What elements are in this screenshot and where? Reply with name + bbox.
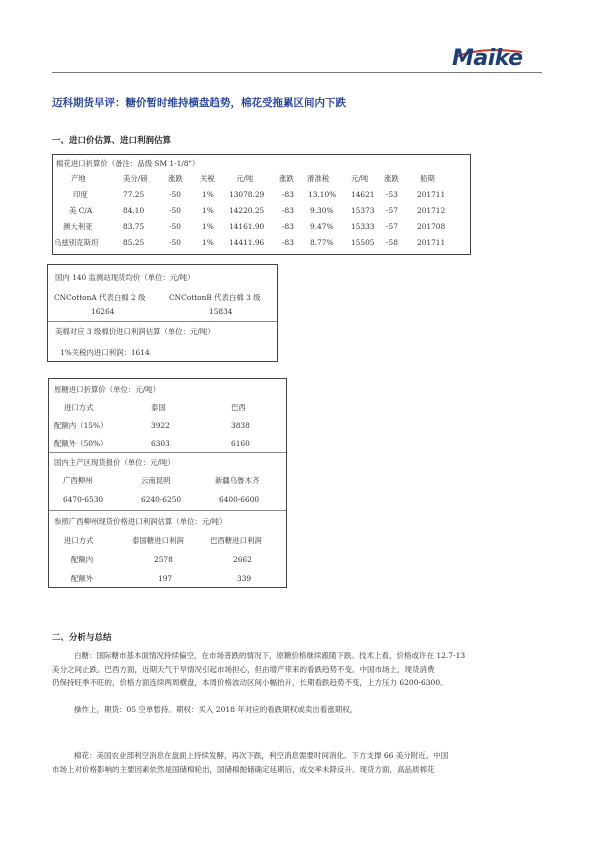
table-header-cell: 云南昆明 [141, 476, 171, 485]
table-cell: 美 C/A [69, 206, 93, 215]
logo: Maike [452, 46, 523, 71]
table-header-cell: 广西柳州 [63, 476, 93, 485]
table-cell: 8.77% [310, 238, 334, 247]
table-cell: 9.30% [310, 206, 334, 215]
paragraph-line: 仍保持旺季不旺的，价格方面连续两周横盘，本周价格波动区间小幅抬升，长期看跌趋势不变，上方压力 6200-6300。 [52, 678, 448, 687]
table-header-cell: 船期 [420, 174, 435, 183]
table-cell: -57 [386, 222, 398, 231]
table-cell: 15505 [351, 238, 375, 247]
table-header-cell: 泰国糖进口利润 [132, 536, 184, 545]
table-cell: 配额内 [71, 555, 94, 564]
table-cell: -53 [386, 190, 398, 199]
table-cell: 9.47% [310, 222, 334, 231]
row-divider [49, 452, 286, 453]
table-header-cell: CNCottonB 代表白棉 3 级 [169, 293, 261, 302]
table-cell: 14411.96 [229, 238, 265, 247]
table-cell: -50 [169, 238, 181, 247]
table-cell: 乌兹别克斯坦 [54, 238, 99, 247]
table-cell: 配额外（50%） [54, 439, 108, 448]
paragraph-line: 美分之间止跌。巴西方面，近期天气干旱情况引起市场担心，但由增产带来的看跌趋势不变。中国市场上，现货消费 [52, 664, 435, 674]
paragraph-line: 棉花：美国农业部利空消息在盘面上持续发酵，再次下跌，利空消息需要时间消化。下方支撑 66 美分附近。中国 [74, 751, 449, 760]
table-cell: -50 [169, 190, 181, 199]
table-header-cell: 滑准税 [307, 174, 330, 183]
table-cell: -83 [282, 206, 294, 215]
table-cell: 2578 [154, 555, 173, 564]
header-divider [52, 72, 542, 73]
page-title: 迈科期货早评：糖价暂时维持横盘趋势，棉花受拖累区间内下跌 [52, 97, 346, 109]
analysis-operation-paragraph: 操作上，期货：05 空单暂持。期权：买入 2018 年对应的看跌期权或卖出看涨期权。 [74, 705, 358, 714]
table-cell: -83 [282, 238, 294, 247]
table-cell: 配额内（15%） [54, 421, 108, 430]
cotton-import-table [52, 154, 471, 255]
table-cell: 15333 [351, 222, 375, 231]
table-header-cell: 元/吨 [236, 174, 254, 183]
cotton-profit-caption: 美棉对应 3 级棉价进口利润估算（单位：元/吨） [55, 327, 215, 336]
table-cell: 3838 [231, 421, 250, 430]
table-cell: 1% [202, 222, 214, 231]
table-header-cell: 新疆乌鲁木齐 [215, 476, 260, 485]
table-header-cell: 泰国 [151, 403, 166, 412]
table-header-cell: 涨跌 [384, 174, 399, 183]
analysis-cotton-paragraph [52, 749, 544, 776]
table-header-cell: 产地 [71, 174, 86, 183]
table-cell: 201712 [417, 206, 446, 215]
table-cell: 14621 [351, 190, 375, 199]
table-cell: 84.10 [123, 206, 145, 215]
table-cell: 339 [237, 574, 252, 583]
table-cell: 201711 [417, 190, 446, 199]
table-cell: 77.25 [123, 190, 145, 199]
table-cell: 配额外 [71, 574, 94, 583]
table-header-cell: 元/吨 [351, 174, 369, 183]
table-cell: 1% [202, 190, 214, 199]
table-header-cell: 关税 [200, 174, 215, 183]
cotton-import-caption: 棉花进口折算价（备注：品级 SM 1-1/8"） [56, 159, 200, 168]
table-cell: 83.75 [123, 222, 145, 231]
table-header-cell: 进口方式 [64, 403, 94, 412]
table-cell: 16264 [91, 307, 115, 316]
row-divider [48, 321, 277, 322]
table-cell: 2662 [233, 555, 252, 564]
table-cell: 13078.29 [229, 190, 265, 199]
table-cell: 6400-6600 [219, 495, 260, 504]
table-cell: 85.25 [123, 238, 145, 247]
sugar-profit-caption: 参照广西柳州现货价格进口利润估算（单位：元/吨） [54, 517, 227, 526]
table-cell: -50 [169, 206, 181, 215]
table-cell: 6470-6530 [63, 495, 104, 504]
table-cell: -83 [282, 222, 294, 231]
section-title-analysis: 二、分析与总结 [52, 633, 112, 643]
table-cell: -83 [282, 190, 294, 199]
cotton-domestic-caption: 国内 140 监测站现货均价（单位：元/吨） [55, 273, 195, 282]
table-cell: 6303 [151, 439, 170, 448]
paragraph-line: 白糖：国际糖市基本面情况持续偏空，在市场普跌的情况下，原糖价格继续跟随下跌。技术上看，价格或许在 12.7-13 [74, 651, 466, 660]
table-cell: 印度 [73, 190, 88, 199]
table-header-cell: 巴西 [231, 403, 246, 412]
cotton-profit-value: 1%关税内进口利润：1614 [60, 348, 150, 357]
table-header-cell: 美分/磅 [123, 174, 148, 183]
row-divider [49, 510, 286, 511]
table-cell: 1% [202, 206, 214, 215]
table-header-cell: 涨跌 [279, 174, 294, 183]
cotton-domestic-table [47, 264, 278, 362]
table-header-cell: CNCottonA 代表白棉 2 级 [54, 293, 146, 302]
table-header-cell: 进口方式 [64, 536, 94, 545]
paragraph-line: 市场上对价格影响的主要因素依然是国储棉轮出，国储棉抛储确定延期后，成交率未降反升。现货方面，高品质棉花 [52, 764, 435, 774]
analysis-sugar-paragraph [52, 649, 544, 690]
table-cell: 15834 [209, 307, 233, 316]
sugar-table [48, 378, 287, 588]
table-cell: 澳大利亚 [63, 222, 93, 231]
sugar-spot-caption: 国内主产区现货报价（单位：元/吨） [54, 458, 175, 467]
table-cell: -50 [169, 222, 181, 231]
table-cell: -58 [386, 238, 398, 247]
table-cell: 197 [158, 574, 173, 583]
table-cell: 6160 [231, 439, 250, 448]
table-cell: 3922 [151, 421, 170, 430]
table-cell: 14161.90 [229, 222, 265, 231]
table-cell: 15373 [351, 206, 375, 215]
table-header-cell: 涨跌 [168, 174, 183, 183]
table-header-cell: 巴西糖进口利润 [210, 536, 262, 545]
section-title-prices: 一、进口价估算、进口利润估算 [52, 136, 172, 146]
sugar-import-caption: 原糖进口折算价（单位：元/吨） [54, 385, 160, 394]
table-cell: 14220.25 [229, 206, 265, 215]
table-cell: 6240-6250 [141, 495, 182, 504]
table-cell: 201708 [417, 222, 446, 231]
table-cell: 1% [202, 238, 214, 247]
table-cell: 201711 [417, 238, 446, 247]
table-cell: 13.10% [308, 190, 337, 199]
table-cell: -57 [386, 206, 398, 215]
